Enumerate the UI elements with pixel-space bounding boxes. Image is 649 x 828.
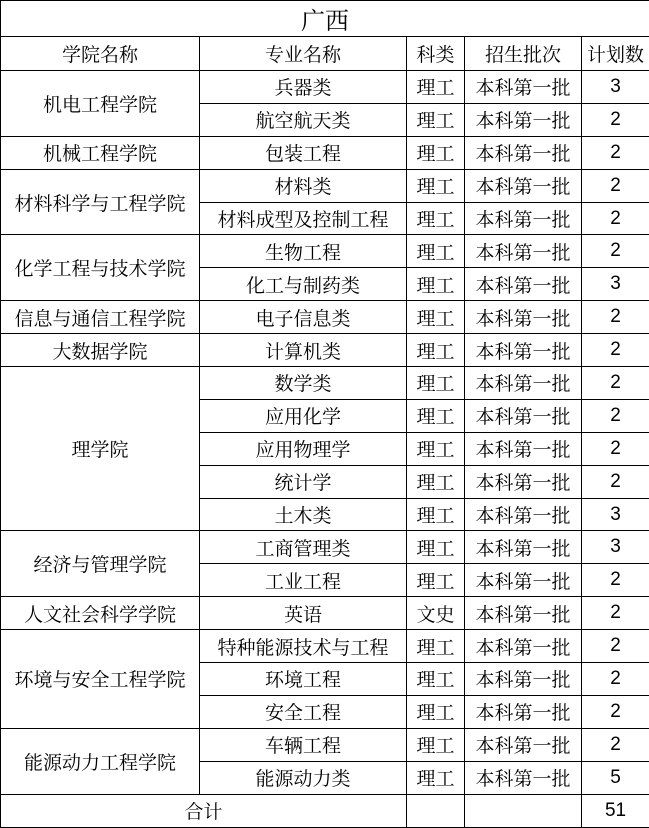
category-cell: 理工 bbox=[407, 465, 465, 498]
table-row bbox=[1, 630, 649, 663]
category-cell: 理工 bbox=[407, 564, 465, 597]
batch-cell: 本科第一批 bbox=[465, 71, 582, 104]
college-name: 理学院 bbox=[1, 367, 200, 531]
major-name: 工商管理类 bbox=[200, 531, 407, 564]
college-name: 信息与通信工程学院 bbox=[1, 301, 200, 334]
major-name: 土木类 bbox=[200, 498, 407, 531]
major-name: 能源动力类 bbox=[200, 761, 407, 794]
table-body bbox=[1, 71, 649, 795]
category-cell: 理工 bbox=[407, 399, 465, 432]
college-name: 环境与安全工程学院 bbox=[1, 630, 200, 729]
header-college: 学院名称 bbox=[1, 37, 200, 71]
plan-count: 2 bbox=[582, 169, 649, 202]
college-name: 机械工程学院 bbox=[1, 136, 200, 169]
category-cell: 理工 bbox=[407, 761, 465, 794]
category-cell: 理工 bbox=[407, 334, 465, 367]
major-name: 材料类 bbox=[200, 169, 407, 202]
major-name: 特种能源技术与工程 bbox=[200, 630, 407, 663]
plan-count: 2 bbox=[582, 695, 649, 728]
category-cell: 理工 bbox=[407, 531, 465, 564]
batch-cell: 本科第一批 bbox=[465, 564, 582, 597]
table-row bbox=[1, 728, 649, 761]
plan-count: 2 bbox=[582, 728, 649, 761]
batch-cell: 本科第一批 bbox=[465, 367, 582, 400]
batch-cell: 本科第一批 bbox=[465, 136, 582, 169]
major-name: 化工与制药类 bbox=[200, 268, 407, 301]
batch-cell: 本科第一批 bbox=[465, 663, 582, 696]
batch-cell: 本科第一批 bbox=[465, 169, 582, 202]
table-row bbox=[1, 367, 649, 400]
batch-cell: 本科第一批 bbox=[465, 695, 582, 728]
plan-count: 2 bbox=[582, 399, 649, 432]
plan-count: 2 bbox=[582, 630, 649, 663]
category-cell: 理工 bbox=[407, 695, 465, 728]
major-name: 航空航天类 bbox=[200, 103, 407, 136]
total-label: 合计 bbox=[1, 794, 407, 827]
plan-count: 3 bbox=[582, 498, 649, 531]
category-cell: 理工 bbox=[407, 498, 465, 531]
table-row bbox=[1, 301, 649, 334]
college-name: 能源动力工程学院 bbox=[1, 728, 200, 794]
plan-count: 2 bbox=[582, 432, 649, 465]
total-row bbox=[1, 794, 649, 827]
category-cell: 理工 bbox=[407, 663, 465, 696]
category-cell: 理工 bbox=[407, 235, 465, 268]
batch-cell: 本科第一批 bbox=[465, 761, 582, 794]
header-category: 科类 bbox=[407, 37, 465, 71]
major-name: 安全工程 bbox=[200, 695, 407, 728]
batch-cell: 本科第一批 bbox=[465, 235, 582, 268]
major-name: 材料成型及控制工程 bbox=[200, 202, 407, 235]
category-cell: 理工 bbox=[407, 71, 465, 104]
table-row bbox=[1, 169, 649, 202]
batch-cell: 本科第一批 bbox=[465, 334, 582, 367]
batch-cell: 本科第一批 bbox=[465, 597, 582, 630]
plan-count: 2 bbox=[582, 334, 649, 367]
category-cell: 理工 bbox=[407, 728, 465, 761]
batch-cell: 本科第一批 bbox=[465, 432, 582, 465]
total-value: 51 bbox=[582, 794, 649, 827]
table-row bbox=[1, 531, 649, 564]
batch-cell: 本科第一批 bbox=[465, 531, 582, 564]
header-major: 专业名称 bbox=[200, 37, 407, 71]
table-row bbox=[1, 597, 649, 630]
table-row bbox=[1, 334, 649, 367]
major-name: 数学类 bbox=[200, 367, 407, 400]
plan-count: 3 bbox=[582, 268, 649, 301]
category-cell: 理工 bbox=[407, 630, 465, 663]
plan-count: 2 bbox=[582, 103, 649, 136]
major-name: 兵器类 bbox=[200, 71, 407, 104]
plan-count: 2 bbox=[582, 301, 649, 334]
batch-cell: 本科第一批 bbox=[465, 399, 582, 432]
category-cell: 理工 bbox=[407, 268, 465, 301]
major-name: 应用物理学 bbox=[200, 432, 407, 465]
table-title: 广西 bbox=[1, 1, 649, 37]
major-name: 生物工程 bbox=[200, 235, 407, 268]
plan-count: 2 bbox=[582, 597, 649, 630]
plan-count: 2 bbox=[582, 367, 649, 400]
category-cell: 理工 bbox=[407, 301, 465, 334]
category-cell: 理工 bbox=[407, 169, 465, 202]
plan-count: 3 bbox=[582, 71, 649, 104]
header-plan: 计划数 bbox=[582, 37, 649, 71]
batch-cell: 本科第一批 bbox=[465, 498, 582, 531]
college-name: 大数据学院 bbox=[1, 334, 200, 367]
major-name: 英语 bbox=[200, 597, 407, 630]
batch-cell: 本科第一批 bbox=[465, 268, 582, 301]
batch-cell: 本科第一批 bbox=[465, 630, 582, 663]
college-name: 经济与管理学院 bbox=[1, 531, 200, 597]
category-cell: 理工 bbox=[407, 136, 465, 169]
major-name: 包装工程 bbox=[200, 136, 407, 169]
category-cell: 理工 bbox=[407, 367, 465, 400]
table-row bbox=[1, 235, 649, 268]
total-empty-batch bbox=[465, 794, 582, 827]
total-empty-category bbox=[407, 794, 465, 827]
major-name: 应用化学 bbox=[200, 399, 407, 432]
batch-cell: 本科第一批 bbox=[465, 202, 582, 235]
plan-count: 3 bbox=[582, 531, 649, 564]
category-cell: 文史 bbox=[407, 597, 465, 630]
batch-cell: 本科第一批 bbox=[465, 465, 582, 498]
college-name: 化学工程与技术学院 bbox=[1, 235, 200, 301]
college-name: 材料科学与工程学院 bbox=[1, 169, 200, 235]
category-cell: 理工 bbox=[407, 202, 465, 235]
category-cell: 理工 bbox=[407, 103, 465, 136]
batch-cell: 本科第一批 bbox=[465, 728, 582, 761]
major-name: 工业工程 bbox=[200, 564, 407, 597]
major-name: 车辆工程 bbox=[200, 728, 407, 761]
major-name: 统计学 bbox=[200, 465, 407, 498]
plan-count: 2 bbox=[582, 235, 649, 268]
college-name: 机电工程学院 bbox=[1, 71, 200, 137]
table-row bbox=[1, 71, 649, 104]
college-name: 人文社会科学学院 bbox=[1, 597, 200, 630]
category-cell: 理工 bbox=[407, 432, 465, 465]
batch-cell: 本科第一批 bbox=[465, 301, 582, 334]
header-batch: 招生批次 bbox=[465, 37, 582, 71]
table-row bbox=[1, 136, 649, 169]
plan-count: 2 bbox=[582, 465, 649, 498]
major-name: 计算机类 bbox=[200, 334, 407, 367]
batch-cell: 本科第一批 bbox=[465, 103, 582, 136]
plan-count: 2 bbox=[582, 136, 649, 169]
plan-count: 2 bbox=[582, 202, 649, 235]
major-name: 环境工程 bbox=[200, 663, 407, 696]
plan-count: 5 bbox=[582, 761, 649, 794]
plan-count: 2 bbox=[582, 564, 649, 597]
major-name: 电子信息类 bbox=[200, 301, 407, 334]
plan-count: 2 bbox=[582, 663, 649, 696]
